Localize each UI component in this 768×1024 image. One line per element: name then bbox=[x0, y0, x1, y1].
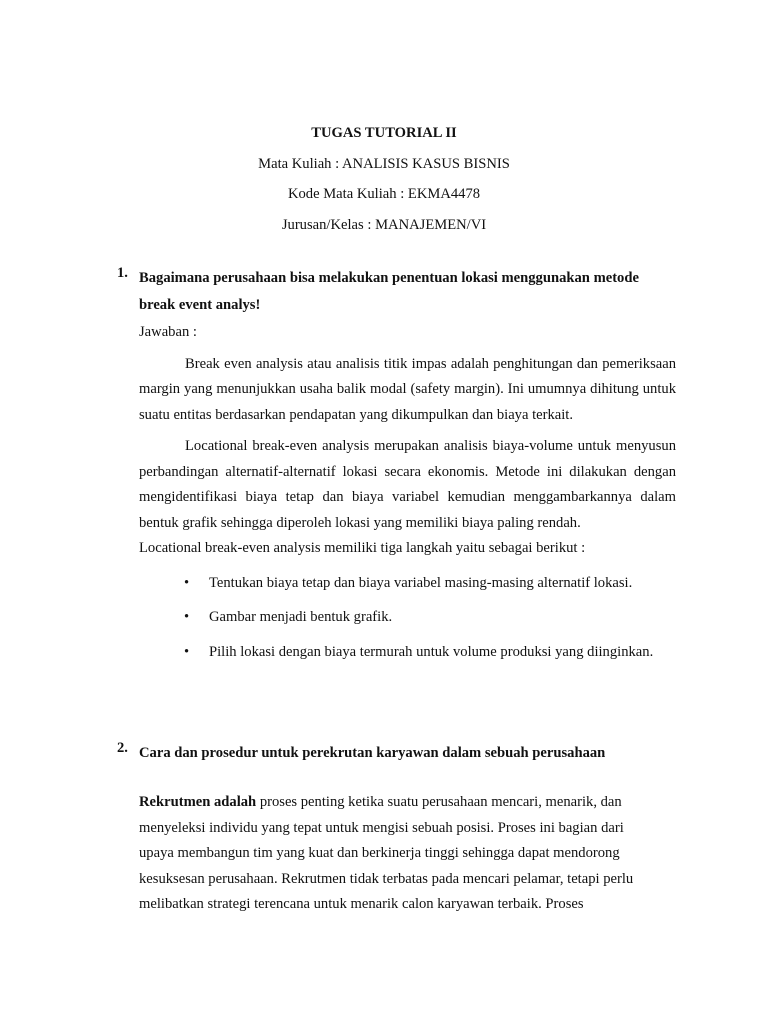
answer-2-line-3: upaya membangun tim yang kuat dan berkinerja tinggi sehingga dapat mendorong bbox=[139, 845, 620, 861]
course-code: Kode Mata Kuliah : EKMA4478 bbox=[287, 186, 481, 203]
question-2-text: Cara dan prosedur untuk perekrutan karyawan dalam sebuah perusahaan bbox=[139, 745, 606, 761]
steps-list bbox=[139, 566, 676, 670]
step-text: Gambar menjadi bentuk grafik. bbox=[209, 609, 393, 625]
document-title: TUGAS TUTORIAL II bbox=[311, 125, 457, 141]
answer-2-line-1-text: proses penting ketika suatu perusahaan mencari, menarik, dan bbox=[256, 794, 622, 810]
answer-1 bbox=[139, 320, 676, 669]
question-1-text bbox=[139, 265, 677, 319]
answer-2-line-5: melibatkan strategi terencana untuk menarik calon karyawan terbaik. Proses bbox=[139, 896, 584, 912]
answer-1-paragraph-2: Locational break-even analysis merupakan analisis biaya-volume untuk menyusun perbandingan alternatif-alternatif lokasi secara ekonomis. Metode ini dilakukan dengan mengidentifikasi biaya tetap dan biaya variabel kemudian menggambarkannya dalam bentuk grafik sehingga diperoleh lokasi yang memiliki biaya paling rendah. bbox=[139, 438, 676, 531]
document-header bbox=[0, 118, 768, 241]
list-item bbox=[139, 600, 676, 635]
steps-intro: Locational break-even analysis memiliki tiga langkah yaitu sebagai berikut : bbox=[139, 540, 586, 556]
step-text: Tentukan biaya tetap dan biaya variabel masing-masing alternatif lokasi. bbox=[209, 574, 633, 591]
question-1 bbox=[117, 265, 677, 319]
answer-label: Jawaban : bbox=[139, 324, 197, 340]
question-2 bbox=[117, 740, 677, 767]
answer-2-line-2: menyeleksi individu yang tepat untuk mengisi sebuah posisi. Proses ini bagian dari bbox=[139, 819, 624, 836]
answer-2-line-1 bbox=[139, 790, 676, 816]
bullet-icon: • bbox=[184, 643, 190, 660]
question-1-number: 1. bbox=[117, 265, 128, 281]
list-item bbox=[139, 635, 676, 670]
course-name: Mata Kuliah : ANALISIS KASUS BISNIS bbox=[258, 155, 510, 172]
question-1-line-2: break event analys! bbox=[139, 297, 261, 313]
bullet-icon: • bbox=[184, 574, 190, 591]
answer-2-lead: Rekrutmen adalah bbox=[139, 794, 257, 810]
department-class: Jurusan/Kelas : MANAJEMEN/VI bbox=[281, 217, 487, 234]
answer-2-paragraph bbox=[139, 790, 676, 918]
question-1-line-1: Bagaimana perusahaan bisa melakukan penentuan lokasi menggunakan metode bbox=[139, 270, 639, 286]
step-text: Pilih lokasi dengan biaya termurah untuk volume produksi yang diinginkan. bbox=[209, 643, 654, 660]
answer-2-line-4: kesuksesan perusahaan. Rekrutmen tidak terbatas pada mencari pelamar, tetapi perlu bbox=[139, 870, 634, 887]
list-item bbox=[139, 566, 676, 601]
question-2-number: 2. bbox=[117, 740, 128, 756]
answer-1-paragraph-1: Break even analysis atau analisis titik impas adalah penghitungan dan pemeriksaan margin yang menunjukkan usaha balik modal (safety margin). Ini umumnya dihitung untuk suatu entitas berdasarkan pendapatan yang dikumpulkan dan biaya terkait. bbox=[139, 355, 676, 423]
bullet-icon: • bbox=[184, 609, 190, 625]
